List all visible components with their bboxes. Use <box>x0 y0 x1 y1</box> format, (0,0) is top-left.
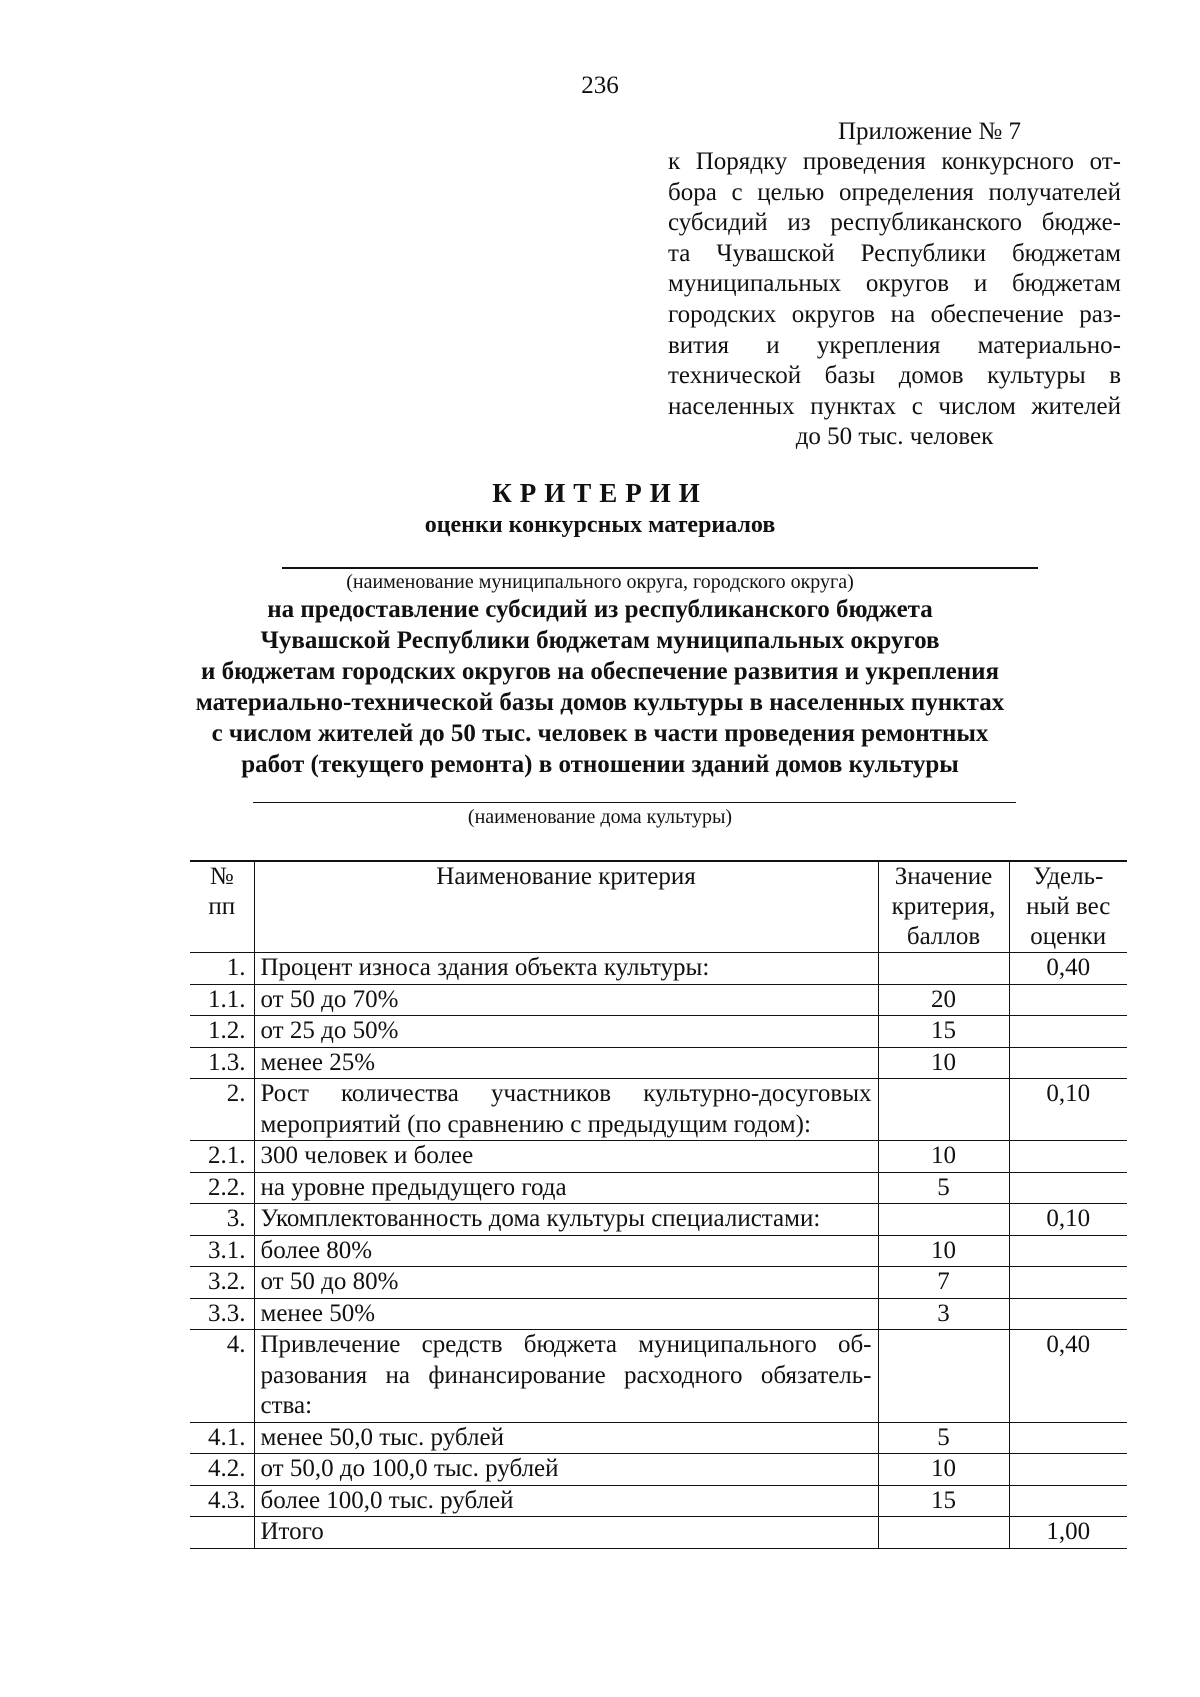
row-value: 15 <box>878 1485 1009 1517</box>
row-num: 1.2. <box>190 1016 254 1048</box>
table-row <box>190 1079 1127 1141</box>
row-name: от 50 до 80% <box>254 1267 878 1299</box>
row-value: 10 <box>878 1454 1009 1486</box>
table-row <box>190 1267 1127 1299</box>
table-row <box>190 1172 1127 1204</box>
table-row <box>190 953 1127 985</box>
row-name: Привлечение средств бюджета муниципального об-разования на финансирование расходного обязатель-ства: <box>254 1330 878 1423</box>
row-name: менее 25% <box>254 1047 878 1079</box>
row-value <box>878 1204 1009 1236</box>
row-weight <box>1009 1485 1127 1517</box>
row-weight <box>1009 1422 1127 1454</box>
row-weight <box>1009 1454 1127 1486</box>
row-value: 20 <box>878 984 1009 1016</box>
row-num <box>190 1517 254 1549</box>
row-num: 3.3. <box>190 1298 254 1330</box>
row-weight <box>1009 1141 1127 1173</box>
row-name: менее 50,0 тыс. рублей <box>254 1422 878 1454</box>
municipality-blank-line <box>282 567 1038 569</box>
row-weight <box>1009 1235 1127 1267</box>
row-name: более 100,0 тыс. рублей <box>254 1485 878 1517</box>
municipality-caption: (наименование муниципального округа, городского округа) <box>346 571 854 593</box>
annex-line: городских округов на обеспечение раз- <box>668 300 1121 328</box>
row-num: 2.2. <box>190 1172 254 1204</box>
criteria-table <box>190 860 1127 1549</box>
row-num: 3.2. <box>190 1267 254 1299</box>
house-blank-line <box>253 802 1016 803</box>
row-name: Укомплектованность дома культуры специалистами: <box>254 1204 878 1236</box>
annex-line: населенных пунктах с числом жителей <box>668 392 1121 420</box>
annex-line: муниципальных округов и бюджетам <box>668 270 1121 298</box>
row-value: 10 <box>878 1141 1009 1173</box>
annex-line: та Чувашской Республики бюджетам <box>668 239 1121 267</box>
purpose-line: работ (текущего ремонта) в отношении зданий домов культуры <box>241 751 959 778</box>
row-value: 10 <box>878 1235 1009 1267</box>
table-row <box>190 1016 1127 1048</box>
row-value <box>878 1517 1009 1549</box>
row-num: 3.1. <box>190 1235 254 1267</box>
annex-block <box>668 117 1121 453</box>
row-weight: 0,40 <box>1009 953 1127 985</box>
row-name: менее 50% <box>254 1298 878 1330</box>
table-row <box>190 1141 1127 1173</box>
row-value <box>878 953 1009 985</box>
row-weight <box>1009 1047 1127 1079</box>
row-weight: 0,40 <box>1009 1330 1127 1423</box>
table-total-row <box>190 1517 1127 1549</box>
row-value: 15 <box>878 1016 1009 1048</box>
row-name: Процент износа здания объекта культуры: <box>254 953 878 985</box>
annex-line: до 50 тыс. человек <box>795 423 994 451</box>
table-header-row <box>190 861 1127 953</box>
row-value: 5 <box>878 1422 1009 1454</box>
row-num: 1. <box>190 953 254 985</box>
header-weight: Удель-ный вес оценки <box>1009 861 1127 953</box>
annex-line: вития и укрепления материально- <box>668 331 1121 359</box>
house-caption: (наименование дома культуры) <box>467 806 733 828</box>
row-num: 2. <box>190 1079 254 1141</box>
annex-line: к Порядку проведения конкурсного от- <box>668 148 1121 175</box>
row-name: 300 человек и более <box>254 1141 878 1173</box>
total-label: Итого <box>254 1517 878 1549</box>
row-weight <box>1009 1172 1127 1204</box>
row-weight: 0,10 <box>1009 1204 1127 1236</box>
row-weight <box>1009 984 1127 1016</box>
row-num: 3. <box>190 1204 254 1236</box>
annex-title: Приложение № 7 <box>837 118 1022 145</box>
purpose-line: и бюджетам городских округов на обеспечение развития и укрепления <box>200 658 1000 685</box>
row-weight <box>1009 1016 1127 1048</box>
row-weight <box>1009 1267 1127 1299</box>
purpose-line: материально-технической базы домов культуры в населенных пунктах <box>195 689 1005 716</box>
annex-line: технической базы домов культуры в <box>668 362 1121 390</box>
row-value: 7 <box>878 1267 1009 1299</box>
row-weight: 0,10 <box>1009 1079 1127 1141</box>
table-row <box>190 1235 1127 1267</box>
row-num: 1.3. <box>190 1047 254 1079</box>
table-row <box>190 984 1127 1016</box>
header-name: Наименование критерия <box>254 861 878 953</box>
row-num: 4.1. <box>190 1422 254 1454</box>
header-num: № пп <box>190 861 254 953</box>
table-row <box>190 1454 1127 1486</box>
annex-line: субсидий из республиканского бюдже- <box>668 209 1121 237</box>
annex-line: бора с целью определения получателей <box>668 178 1121 206</box>
row-weight <box>1009 1298 1127 1330</box>
row-name: от 25 до 50% <box>254 1016 878 1048</box>
document-heading: КРИТЕРИИ <box>492 478 708 508</box>
total-weight: 1,00 <box>1009 1517 1127 1549</box>
table-row <box>190 1330 1127 1423</box>
annex-text <box>668 147 1121 453</box>
table-row <box>190 1204 1127 1236</box>
row-name: от 50 до 70% <box>254 984 878 1016</box>
row-value: 10 <box>878 1047 1009 1079</box>
table-row <box>190 1047 1127 1079</box>
page-number: 236 <box>581 72 619 99</box>
purpose-line: Чувашской Республики бюджетам муниципальных округов <box>260 627 940 654</box>
row-num: 2.1. <box>190 1141 254 1173</box>
row-num: 4.3. <box>190 1485 254 1517</box>
table-row <box>190 1422 1127 1454</box>
row-num: 4. <box>190 1330 254 1423</box>
row-value <box>878 1330 1009 1423</box>
header-value: Значение критерия, баллов <box>878 861 1009 953</box>
table-row <box>190 1485 1127 1517</box>
table-row <box>190 1298 1127 1330</box>
row-name: Рост количества участников культурно-досуговых мероприятий (по сравнению с предыдущим годом): <box>254 1079 878 1141</box>
document-subheading: оценки конкурсных материалов <box>424 512 776 538</box>
purpose-line: на предоставление субсидий из республиканского бюджета <box>267 596 933 623</box>
row-value <box>878 1079 1009 1141</box>
row-value: 3 <box>878 1298 1009 1330</box>
row-name: более 80% <box>254 1235 878 1267</box>
purpose-text <box>0 594 1200 780</box>
row-name: на уровне предыдущего года <box>254 1172 878 1204</box>
row-num: 1.1. <box>190 984 254 1016</box>
row-name: от 50,0 до 100,0 тыс. рублей <box>254 1454 878 1486</box>
row-value: 5 <box>878 1172 1009 1204</box>
purpose-line: с числом жителей до 50 тыс. человек в части проведения ремонтных <box>211 720 989 747</box>
row-num: 4.2. <box>190 1454 254 1486</box>
